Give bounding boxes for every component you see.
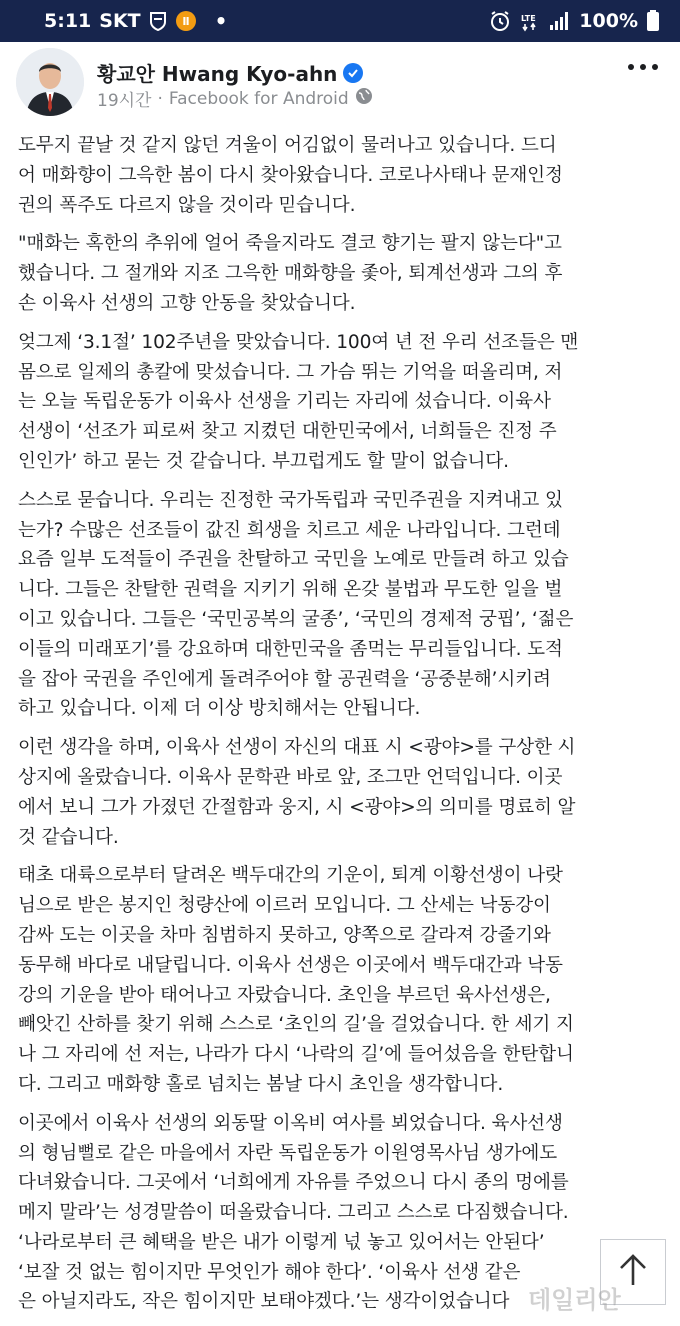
post-text-line: 손 이육사 선생의 고향 안동을 찾았습니다. (18, 292, 356, 314)
post-text-line: 하고 있습니다. 이제 더 이상 방치해서는 안됩니다. (18, 698, 421, 720)
post-text-line: 는가? 수많은 선조들이 값진 희생을 치르고 세운 나라입니다. 그런데 (18, 519, 561, 541)
post-text-line: 동무해 바다로 내달립니다. 이육사 선생은 이곳에서 백두대간과 낙동 (18, 954, 563, 976)
post-meta (97, 86, 373, 111)
post-text-line: 니다. 그들은 찬탈한 권력을 지키기 위해 온갖 불법과 무도한 일을 벌 (18, 579, 563, 601)
post-text-line: 태초 대륙으로부터 달려온 백두대간의 기운이, 퇴계 이황선생이 나랏 (18, 865, 563, 887)
post-paragraph (18, 229, 668, 318)
post-text-line: ‘나라로부터 큰 혜택을 받은 내가 이렇게 넋 놓고 있어서는 안된다’ (18, 1231, 545, 1253)
status-time: 5:11 (44, 10, 92, 32)
post-text-line: 다. 그리고 매화향 홀로 넘치는 봄날 다시 초인을 생각합니다. (18, 1073, 504, 1095)
post-paragraph (18, 328, 668, 477)
signal-icon (549, 11, 571, 31)
post-text-line: "매화는 혹한의 추위에 얼어 죽을지라도 결코 향기는 팔지 않는다"고 (18, 233, 562, 255)
post-text-line: 선생이 ‘선조가 피로써 찾고 지켰던 대한민국에서, 너희들은 진정 주 (18, 421, 557, 443)
verified-badge-icon (343, 63, 363, 83)
post-paragraph (18, 861, 668, 1099)
post-text-line: 이들의 미래포기’를 강요하며 대한민국을 좀먹는 무리들입니다. 도적 (18, 638, 563, 660)
post-paragraph (18, 131, 668, 220)
post-text-line: 다녀왔습니다. 그곳에서 ‘너희에게 자유를 주었으니 다시 종의 멍에를 (18, 1172, 569, 1194)
post-text-line: 했습니다. 그 절개와 지조 그윽한 매화향을 좇아, 퇴계선생과 그의 후 (18, 263, 563, 285)
more-options-button[interactable] (628, 64, 658, 70)
lte-icon (519, 10, 541, 32)
post-text-line: 이고 있습니다. 그들은 ‘국민공복의 굴종’, ‘국민의 경제적 궁핍’, ‘젊은 (18, 608, 574, 630)
notification-app-icon (175, 10, 197, 32)
post-text-line: 도무지 끝날 것 같지 않던 겨울이 어김없이 물러나고 있습니다. 드디 (18, 135, 557, 156)
shield-icon (149, 11, 167, 31)
post-text-line: 스스로 묻습니다. 우리는 진정한 국가독립과 국민주권을 지켜내고 있 (18, 489, 563, 511)
post-text-line: 상지에 올랐습니다. 이육사 문학관 바로 앞, 조그만 언덕입니다. 이곳 (18, 766, 563, 788)
post-paragraph (18, 486, 668, 724)
status-bar (0, 0, 680, 42)
dot-icon (640, 64, 646, 70)
post-text-line: 요즘 일부 도적들이 주권을 찬탈하고 국민을 노예로 만들려 하고 있습 (18, 549, 569, 571)
post-text-line: 어 매화향이 그윽한 봄이 다시 찾아왔습니다. 코로나사태나 문재인정 (18, 164, 563, 186)
post-text-line: 인인가’ 하고 묻는 것 같습니다. 부끄럽게도 할 말이 없습니다. (18, 450, 509, 472)
post-text-line: 는 오늘 독립운동가 이육사 선생을 기리는 자리에 섰습니다. 이육사 (18, 391, 551, 413)
post-text-line: 것 같습니다. (18, 826, 119, 848)
post-text-line: 이런 생각을 하며, 이육사 선생이 자신의 대표 시 <광야>를 구상한 시 (18, 737, 576, 759)
meta-separator: · (157, 88, 163, 109)
post-text-line: 몸으로 일제의 총칼에 맞섰습니다. 그 가슴 뛰는 기억을 떠올리며, 저 (18, 361, 563, 383)
watermark: 데일리안 (528, 1286, 621, 1314)
arrow-up-icon (618, 1253, 648, 1291)
post-text-line: 권의 폭주도 다르지 않을 것이라 믿습니다. (18, 194, 356, 216)
more-dots-icon: • (214, 9, 228, 33)
post-paragraph (18, 733, 668, 852)
post-text-line: 이곳에서 이육사 선생의 외동딸 이옥비 여사를 뵈었습니다. 육사선생 (18, 1112, 563, 1134)
globe-icon (355, 87, 373, 110)
battery-percent: 100% (579, 10, 638, 32)
post-source: Facebook for Android (168, 88, 349, 109)
post-text-line: 나 그 자리에 선 저는, 나라가 다시 ‘나락의 길’에 들어섰음을 한탄합니 (18, 1044, 574, 1066)
dot-icon (652, 64, 658, 70)
svg-text:Ⅱ: Ⅱ (182, 15, 190, 28)
author-avatar[interactable] (16, 48, 84, 116)
status-carrier: SKT (99, 10, 141, 32)
post-text-line: 엊그제 ‘3.1절’ 102주년을 맞았습니다. 100여 년 전 우리 선조들은 맨 (18, 331, 579, 353)
battery-icon (646, 10, 660, 32)
post-text-line: 빼앗긴 산하를 찾기 위해 스스로 ‘초인의 길’을 걸었습니다. 한 세기 지 (18, 1014, 574, 1036)
post-text-line: 메지 말라’는 성경말씀이 떠올랐습니다. 그리고 스스로 다짐했습니다. (18, 1202, 569, 1224)
dot-icon (628, 64, 634, 70)
post-body (18, 131, 668, 1326)
post-text-line: 강의 기운을 받아 태어나고 자랐습니다. 초인을 부르던 육사선생은, (18, 984, 551, 1006)
author-name-row (97, 58, 363, 87)
author-name[interactable]: 황교안 Hwang Kyo-ahn (97, 62, 338, 86)
post-text-line: 은 아닐지라도, 작은 힘이지만 보태야겠다.’는 생각이었습니다 (18, 1291, 510, 1313)
post-text-line: 의 형님뻘로 같은 마을에서 자란 독립운동가 이원영목사님 생가에도 (18, 1142, 558, 1164)
post-time[interactable]: 19시간 (97, 91, 152, 111)
alarm-icon (489, 10, 511, 32)
post-text-line: 감싸 도는 이곳을 차마 침범하지 못하고, 양쪽으로 갈라져 강줄기와 (18, 924, 551, 946)
svg-text:LTE: LTE (521, 14, 536, 23)
post-text-line: 에서 보니 그가 가졌던 간절함과 웅지, 시 <광야>의 의미를 명료히 알 (18, 796, 576, 818)
post-text-line: 님으로 받은 봉지인 청량산에 이르러 모입니다. 그 산세는 낙동강이 (18, 895, 551, 917)
post-text-line: 을 잡아 국권을 주인에게 돌려주어야 할 공권력을 ‘공중분해’시키려 (18, 668, 551, 690)
post-text-line: ‘보잘 것 없는 힘이지만 무엇인가 해야 한다’. ‘이육사 선생 같은 (18, 1261, 521, 1283)
